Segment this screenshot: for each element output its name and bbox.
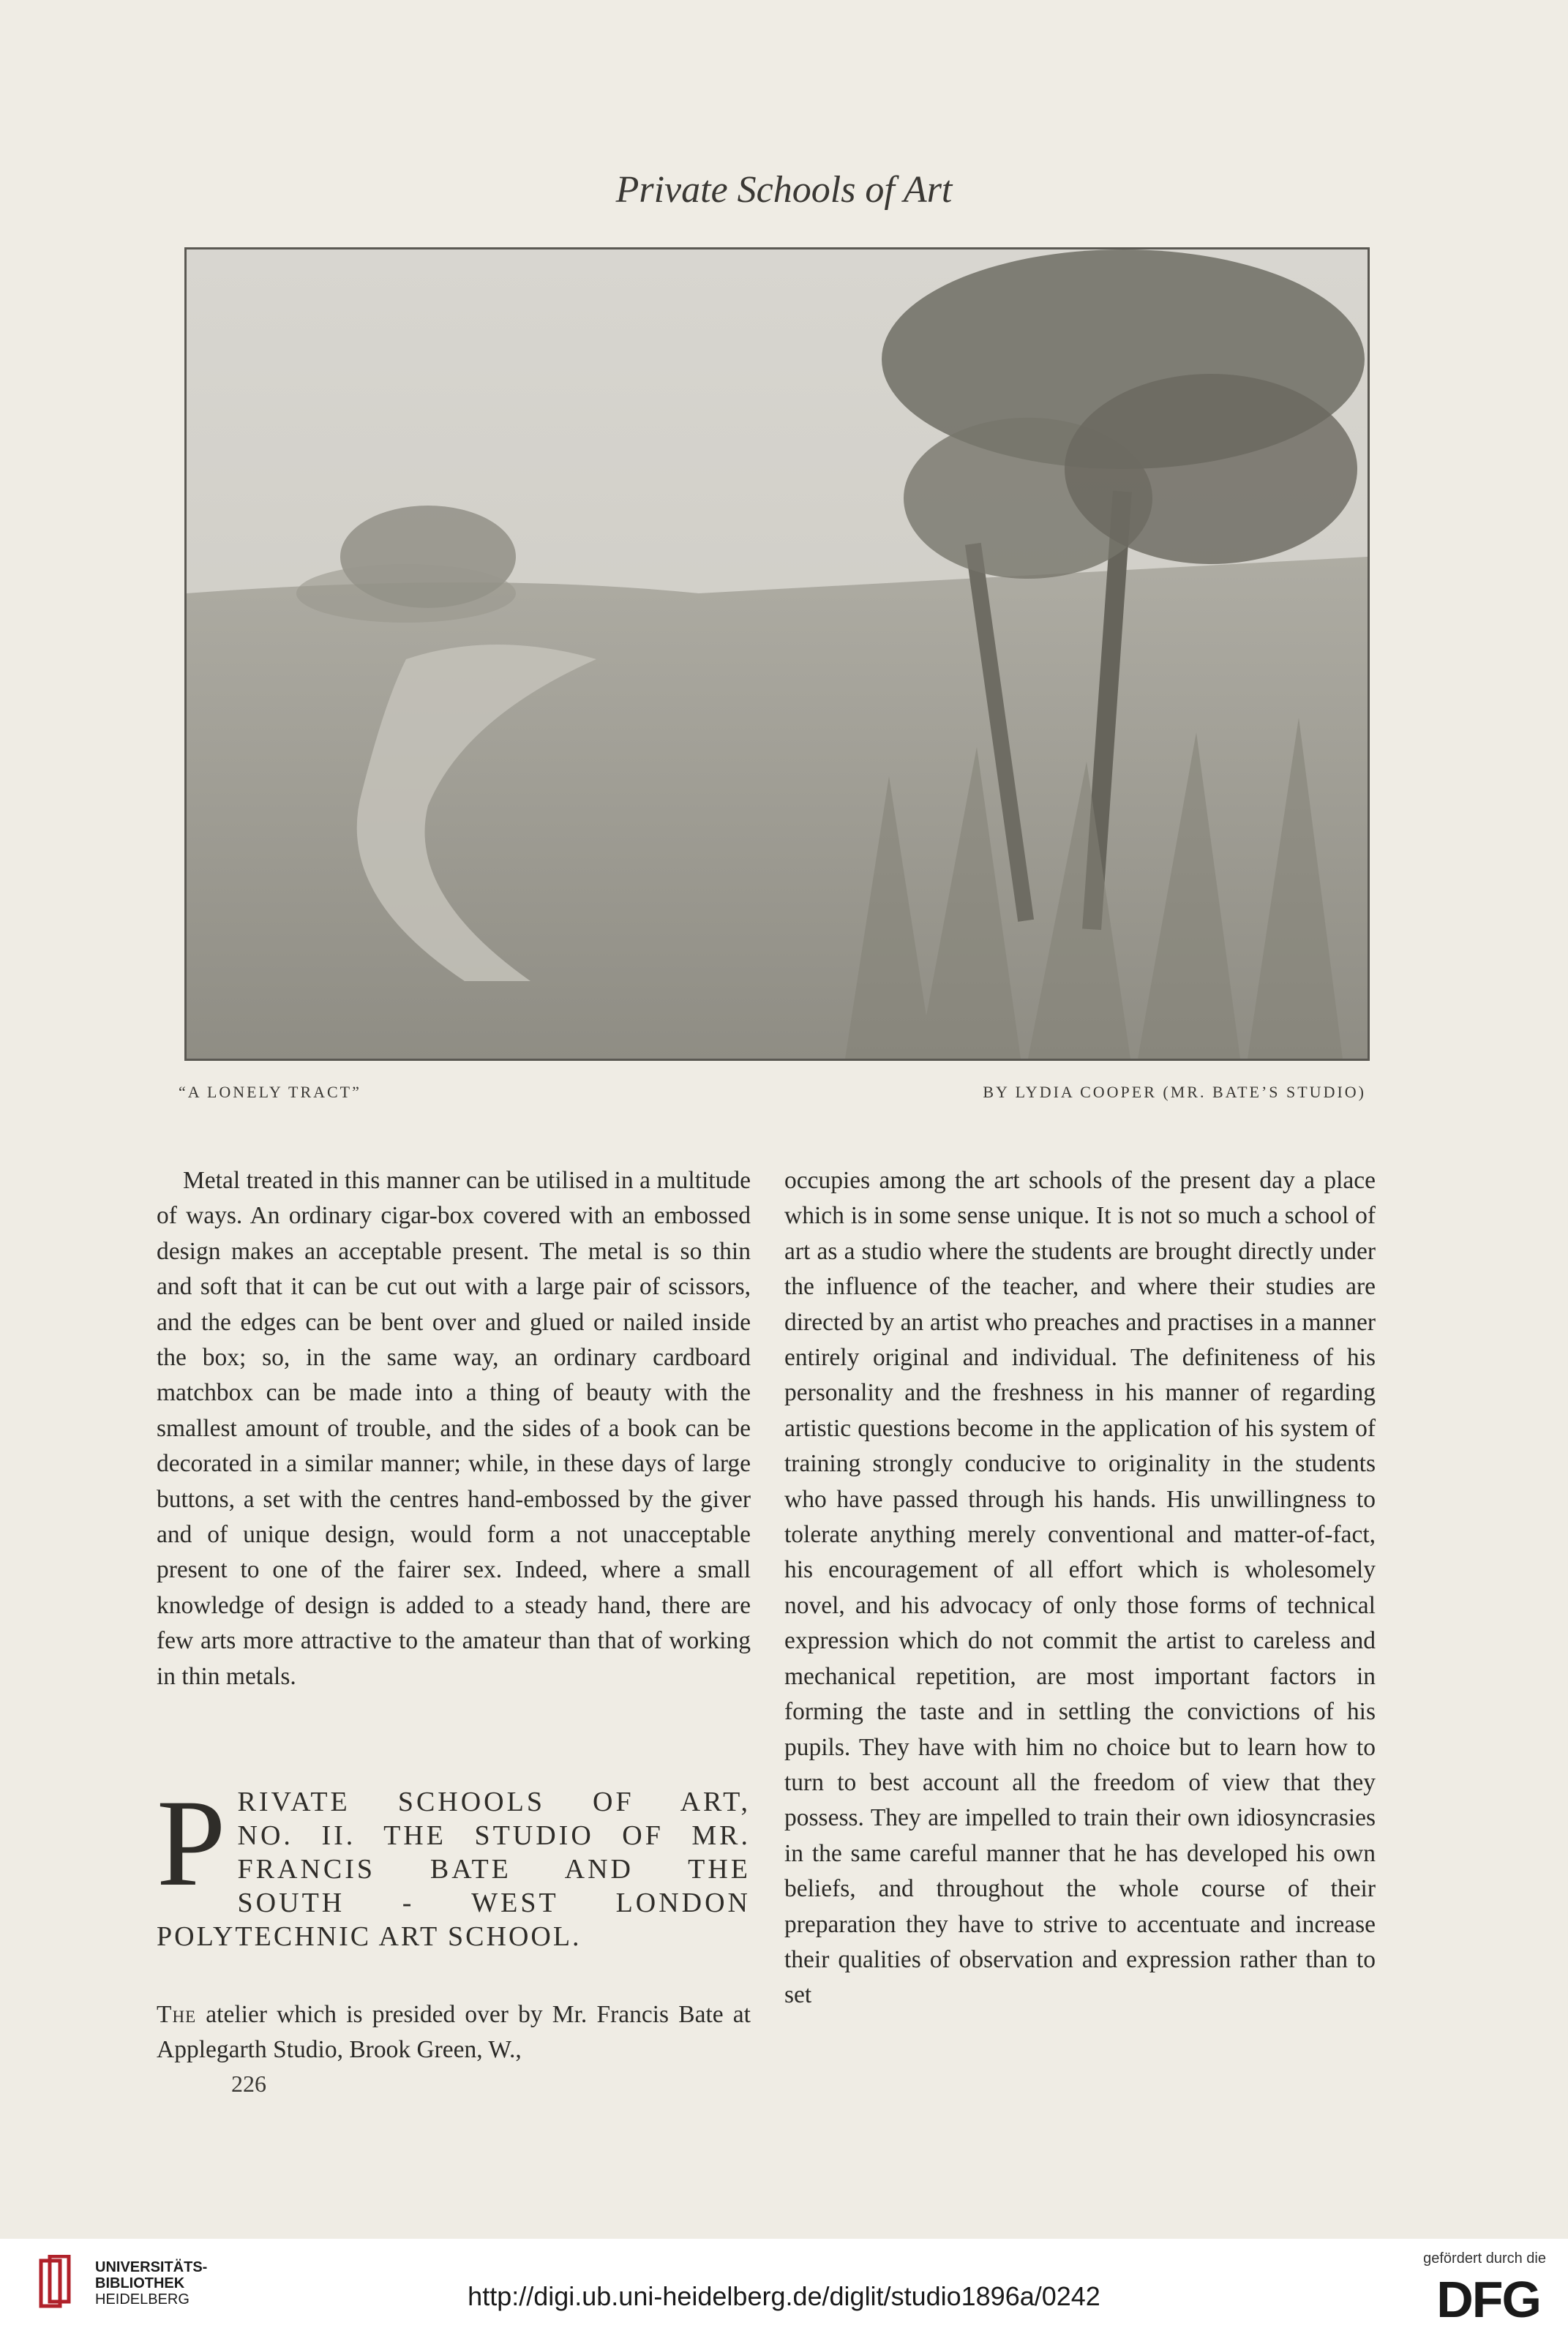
funding-note: gefördert durch die (1423, 2250, 1546, 2267)
section-heading (157, 1774, 751, 1953)
landscape-painting (187, 249, 1368, 1059)
heading-line: FRANCIS BATE AND THE (237, 1854, 751, 1885)
running-title: Private Schools of Art (615, 169, 953, 211)
plate-credit-caption: BY LYDIA COOPER (MR. BATE’S STUDIO) (983, 1083, 1366, 1101)
heading-line: SOUTH - WEST LONDON (237, 1888, 751, 1918)
library-name-line: UNIVERSITÄTS- (95, 2259, 208, 2275)
painting-plate (184, 247, 1370, 1061)
metalwork-paragraph: Metal treated in this manner can be utilised in a multitude of ways. An ordinary cigar-box covered with an embossed design makes an acceptable present. The metal is so thin and soft that it can be cut out with a large pair of scissors, and the edges can be bent over and glued or nailed inside the box; so, in the same way, an ordinary cardboard matchbox can be made into a thing of beauty with the smallest amount of trouble, and the sides of a book can be decorated in a similar manner; while, in these days of large buttons, a set with the centres hand-embossed by the giver and of unique design, would form a not unacceptable present to one of the fairer sex. Indeed, where a small knowledge of design is added to a steady hand, there are few arts more attractive to the amateur than that of working in thin metals. (157, 1167, 751, 1690)
library-name-line: BIBLIOTHEK (95, 2275, 185, 2291)
heading-line: RIVATE SCHOOLS OF ART, (237, 1787, 751, 1817)
permalink-url[interactable]: http://digi.ub.uni-heidelberg.de/diglit/studio1896a/0242 (468, 2281, 1100, 2311)
lead-word: The (157, 2001, 197, 2028)
studio-paragraph: occupies among the art schools of the present day a place which is in some sense unique. It is not so much a school of art as a studio where the students are brought directly under the influence of the teacher, and where their studies are directed by an artist who preaches and practises in a manner entirely original and individual. The definiteness of his personality and the freshness in his manner of regarding artistic questions become in the application of his system of training strongly conducive to originality in the students who have passed through his hands. His unwillingness to tolerate anything merely conventional and matter-of-fact, his encouragement of all effort which is wholesomely novel, and his advocacy of only those forms of technical expression which do not commit the artist to careless and mechanical repetition, are most important factors in forming the taste and in settling the convictions of his pupils. They have with him no choice but to learn how to turn to best account all the freedom of view that they possess. They are impelled to train their own idiosyncrasies in the same careful manner that he has developed his own beliefs, and throughout the whole course of their preparation they have to strive to accentuate and increase their qualities of observation and expression rather than to set (784, 1167, 1376, 2009)
heading-line: POLYTECHNIC ART SCHOOL. (157, 1921, 582, 1952)
atelier-paragraph (157, 1997, 751, 2068)
heading-line: NO. II. THE STUDIO OF MR. (237, 1820, 751, 1851)
dfg-logo: DFG (1436, 2271, 1540, 2328)
plate-title-caption: “A LONELY TRACT” (179, 1083, 361, 1101)
left-column (157, 1163, 751, 1694)
atelier-text: atelier which is presided over by Mr. Francis Bate at Applegarth Studio, Brook Green, W., (157, 2001, 751, 2064)
library-name-line: HEIDELBERG (95, 2291, 190, 2308)
right-column (784, 1163, 1376, 2013)
drop-capital: P (157, 1774, 226, 1912)
page-number: 226 (231, 2070, 266, 2097)
